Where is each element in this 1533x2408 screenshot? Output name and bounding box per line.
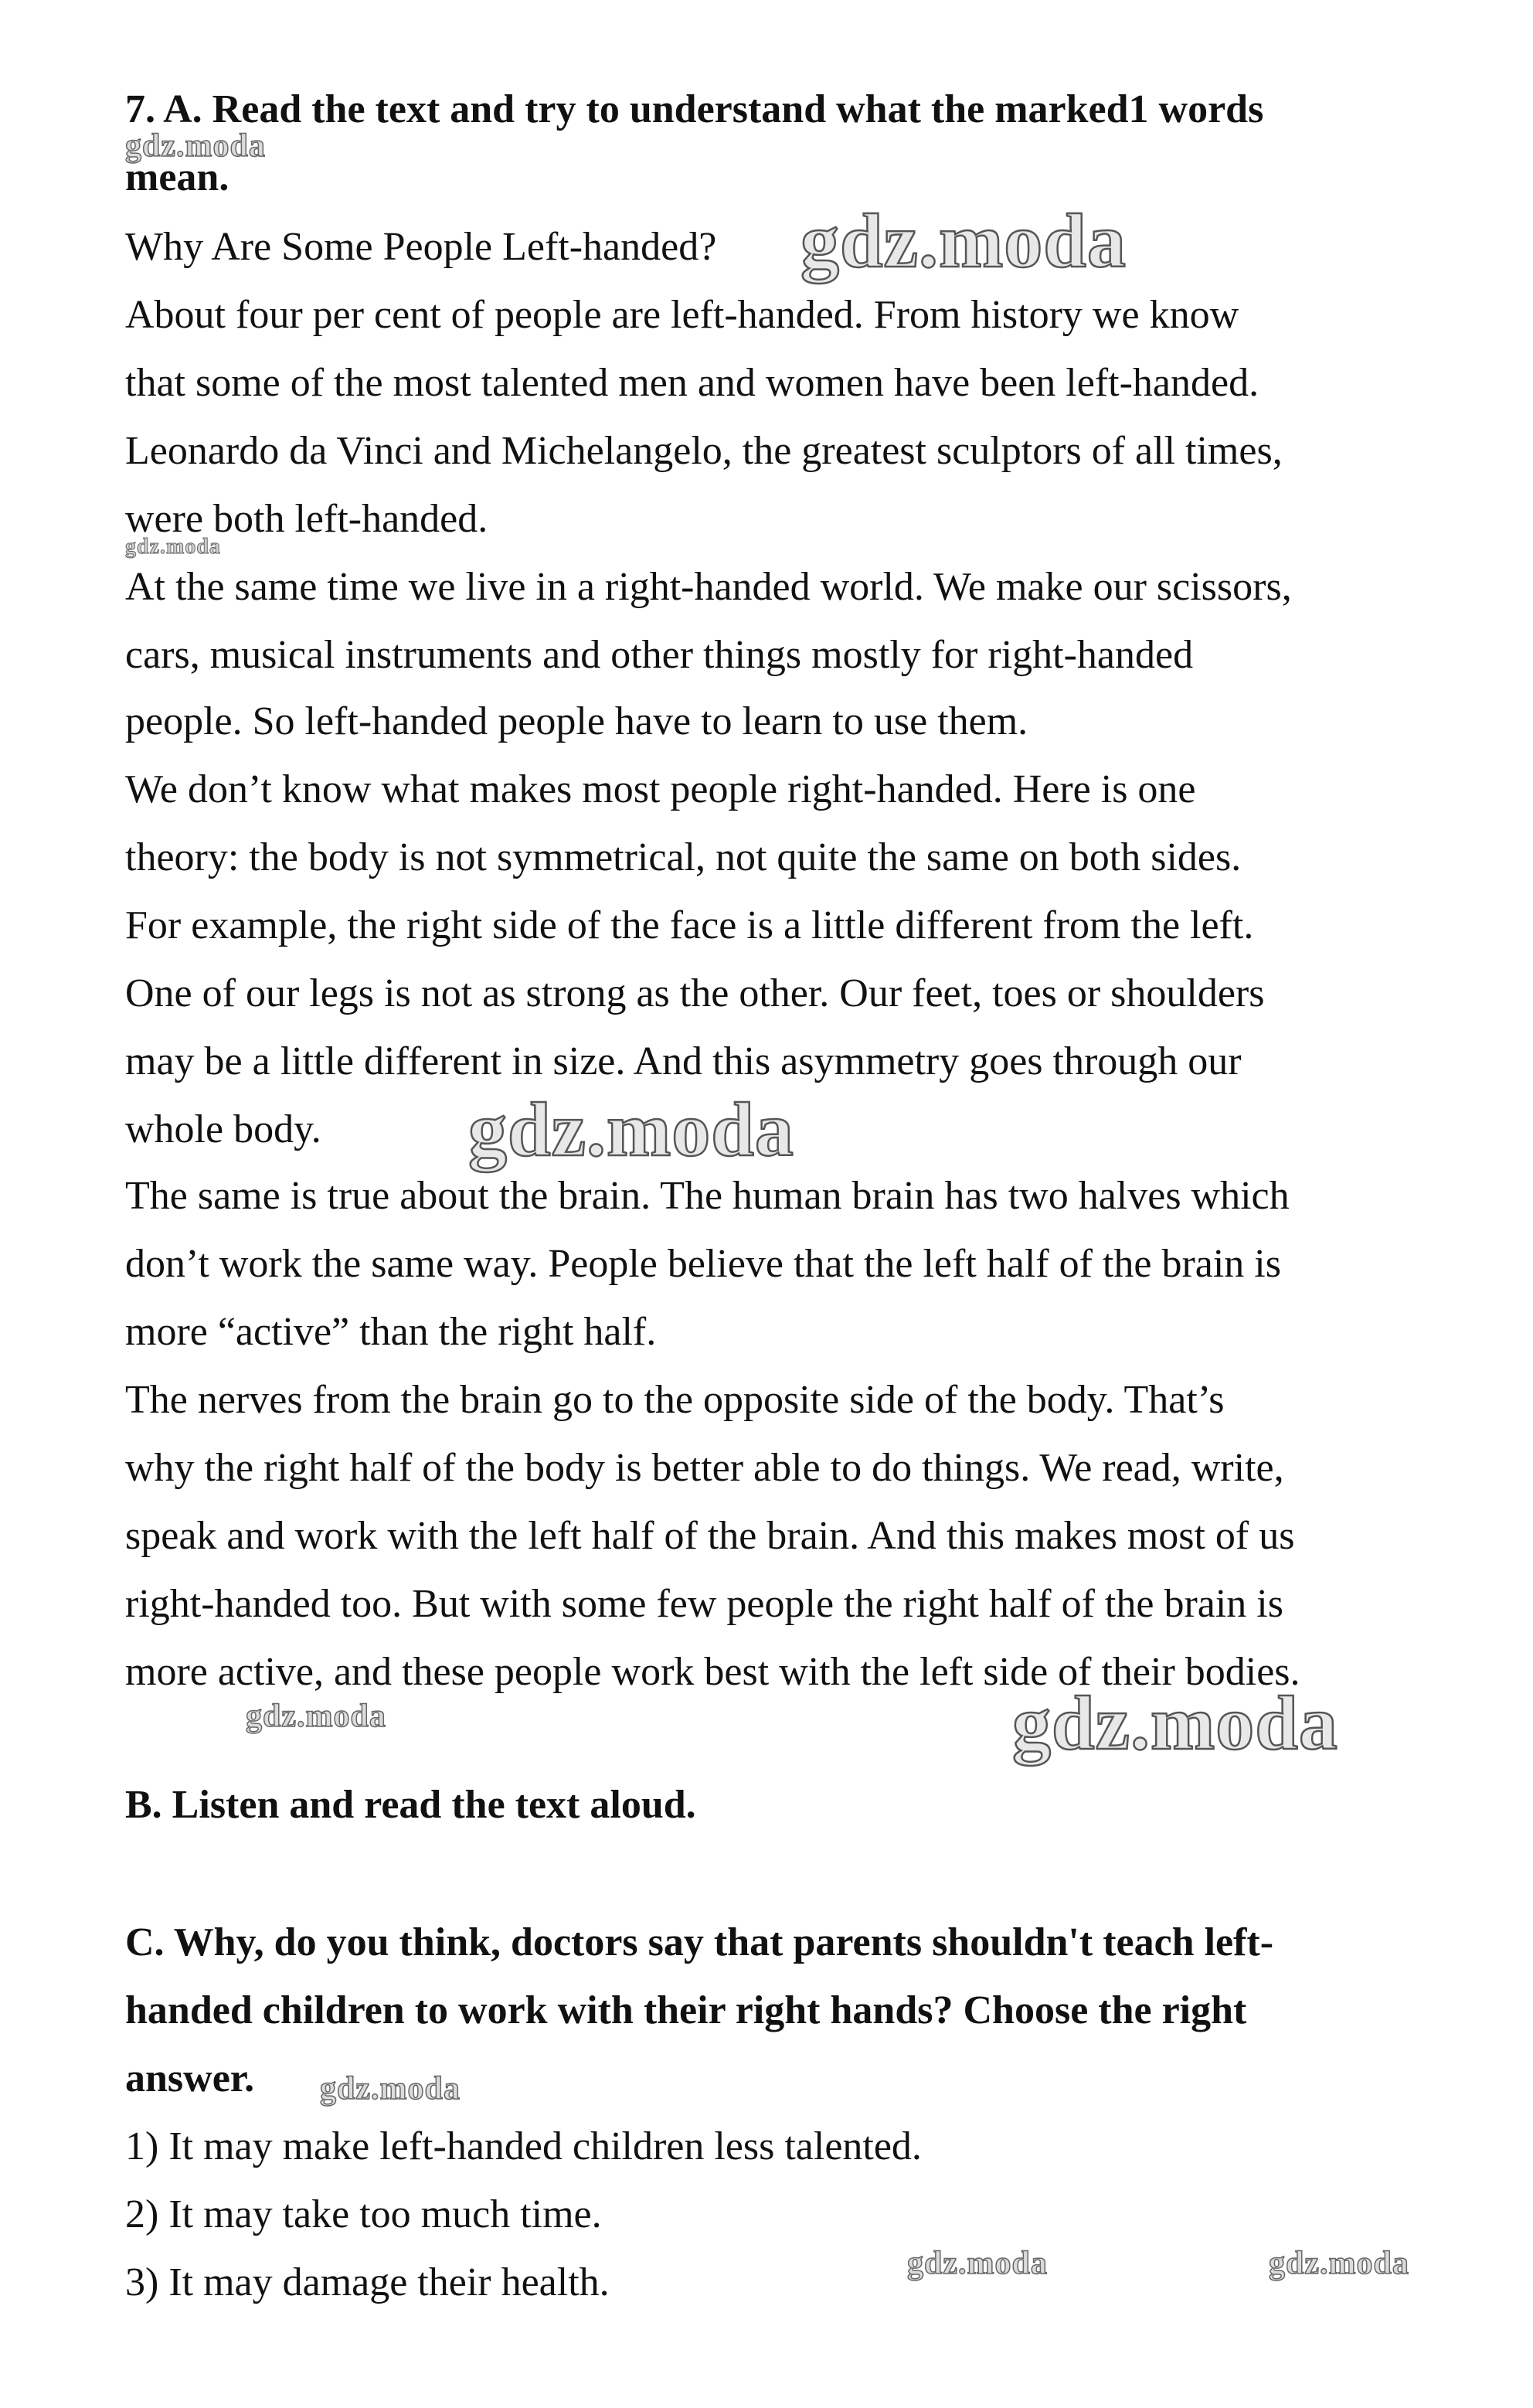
- body-line: At the same time we live in a right-handed world. We make our scissors,: [125, 565, 1292, 609]
- body-line: Leonardo da Vinci and Michelangelo, the greatest sculptors of all times,: [125, 429, 1283, 473]
- body-line: that some of the most talented men and women have been left-handed.: [125, 361, 1259, 405]
- body-line: The same is true about the brain. The human brain has two halves which: [125, 1174, 1290, 1218]
- body-line: were both left-handed.: [125, 497, 488, 541]
- watermark: gdz.moda: [125, 128, 266, 164]
- body-line: why the right half of the body is better able to do things. We read, write,: [125, 1446, 1284, 1490]
- watermark: gdz.moda: [1012, 1680, 1338, 1766]
- watermark: gdz.moda: [907, 2246, 1048, 2281]
- body-line: people. So left-handed people have to learn to use them.: [125, 699, 1028, 743]
- answer-option-1: 1) It may make left-handed children less talented.: [125, 2124, 922, 2168]
- body-line: more active, and these people work best with the left side of their bodies.: [125, 1650, 1300, 1694]
- text-title: Why Are Some People Left-handed?: [125, 225, 717, 269]
- watermark: gdz.moda: [468, 1087, 794, 1172]
- watermark: gdz.moda: [246, 1699, 386, 1734]
- watermark: gdz.moda: [1269, 2246, 1409, 2281]
- body-line: The nerves from the brain go to the opposite side of the body. That’s: [125, 1378, 1225, 1422]
- body-line: theory: the body is not symmetrical, not quite the same on both sides.: [125, 835, 1242, 879]
- part-c-question: C. Why, do you think, doctors say that parents shouldn't teach left-: [125, 1920, 1274, 1964]
- body-line: more “active” than the right half.: [125, 1310, 657, 1354]
- part-c-question: answer.: [125, 2056, 255, 2100]
- body-line: About four per cent of people are left-handed. From history we know: [125, 293, 1239, 337]
- body-line: We don’t know what makes most people right-handed. Here is one: [125, 767, 1196, 811]
- body-line: speak and work with the left half of the brain. And this makes most of us: [125, 1514, 1295, 1558]
- body-line: may be a little different in size. And this asymmetry goes through our: [125, 1039, 1242, 1083]
- part-b-instruction: B. Listen and read the text aloud.: [125, 1783, 696, 1827]
- exercise-heading-continued: mean.: [125, 155, 229, 199]
- exercise-heading: 7. A. Read the text and try to understand what the marked1 words: [125, 87, 1264, 131]
- body-line: One of our legs is not as strong as the other. Our feet, toes or shoulders: [125, 971, 1265, 1015]
- part-c-question: handed children to work with their right hands? Choose the right: [125, 1988, 1247, 2032]
- watermark: gdz.moda: [320, 2071, 461, 2107]
- body-line: cars, musical instruments and other things mostly for right-handed: [125, 633, 1194, 677]
- answer-option-2: 2) It may take too much time.: [125, 2192, 602, 2236]
- body-line: whole body.: [125, 1107, 321, 1151]
- body-line: For example, the right side of the face is a little different from the left.: [125, 903, 1254, 947]
- watermark: gdz.moda: [125, 535, 221, 559]
- answer-option-3: 3) It may damage their health.: [125, 2260, 610, 2304]
- watermark: gdz.moda: [800, 198, 1127, 284]
- body-line: right-handed too. But with some few people the right half of the brain is: [125, 1582, 1283, 1626]
- body-line: don’t work the same way. People believe that the left half of the brain is: [125, 1242, 1281, 1286]
